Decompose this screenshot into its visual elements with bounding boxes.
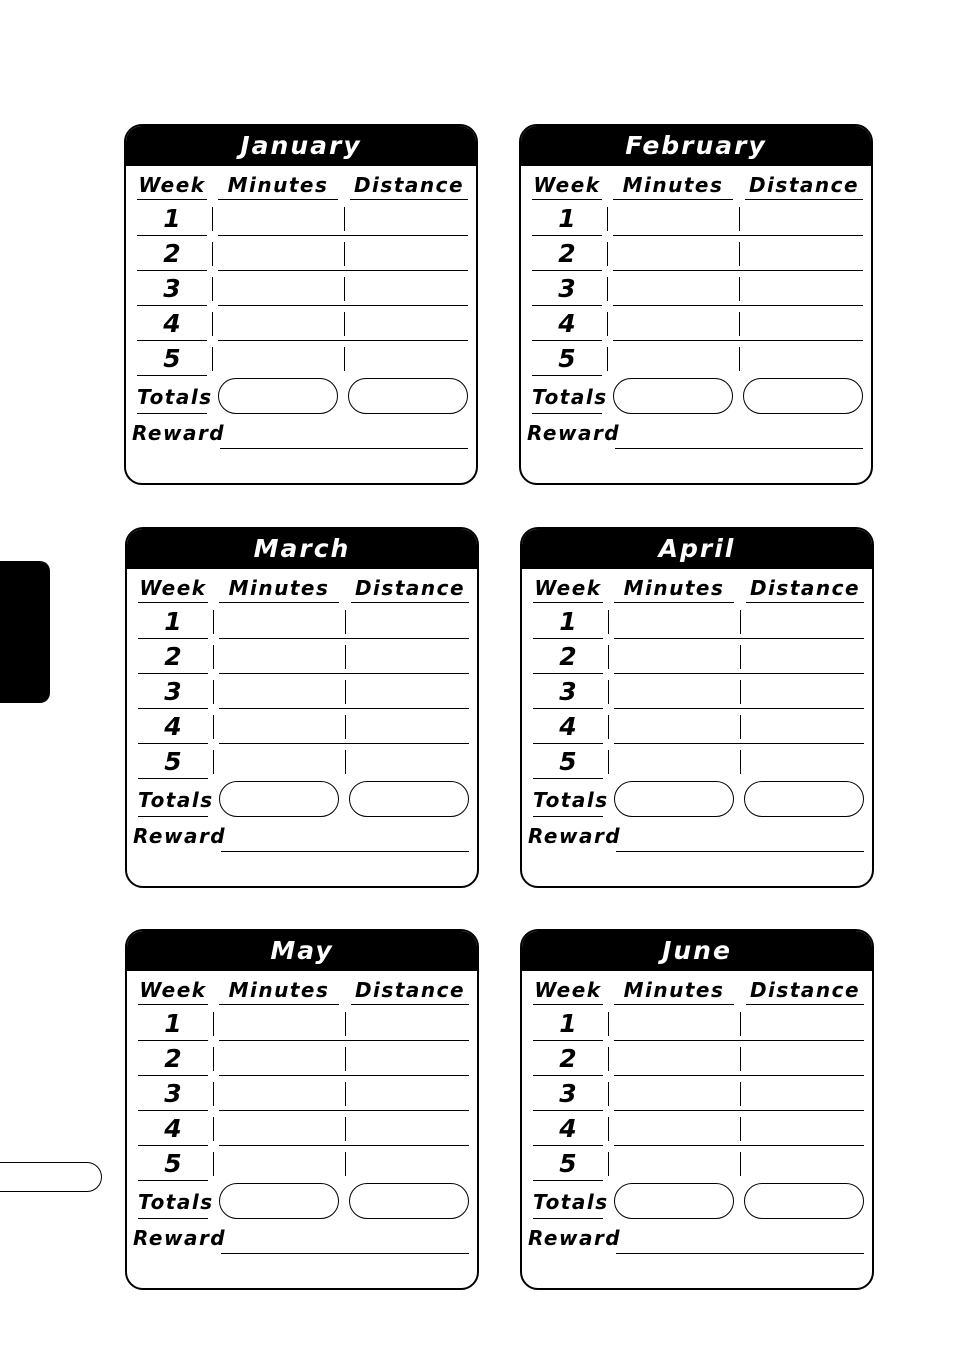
row-line: [613, 235, 863, 236]
reward-field[interactable]: [615, 448, 863, 449]
distance-entry[interactable]: [345, 1117, 346, 1141]
distance-entry[interactable]: [345, 680, 346, 704]
minutes-entry[interactable]: [212, 207, 213, 231]
distance-entry[interactable]: [740, 1047, 741, 1071]
distance-header: Distance: [745, 170, 863, 200]
minutes-entry[interactable]: [608, 1047, 609, 1071]
minutes-entry[interactable]: [607, 242, 608, 266]
row-line: [218, 270, 468, 271]
week-number: 1: [533, 605, 603, 639]
minutes-entry[interactable]: [608, 610, 609, 634]
minutes-entry[interactable]: [608, 645, 609, 669]
row-line: [614, 708, 864, 709]
minutes-entry[interactable]: [213, 1082, 214, 1106]
row-line: [218, 235, 468, 236]
reward-label: Reward: [528, 824, 622, 848]
row-line: [219, 743, 469, 744]
minutes-entry[interactable]: [212, 277, 213, 301]
week-number: 4: [138, 710, 208, 744]
minutes-header: Minutes: [613, 170, 733, 200]
row-line: [218, 340, 468, 341]
minutes-entry[interactable]: [213, 715, 214, 739]
week-number: 5: [533, 1147, 603, 1181]
distance-entry[interactable]: [345, 715, 346, 739]
distance-total-field[interactable]: [348, 378, 468, 414]
distance-entry[interactable]: [740, 1082, 741, 1106]
minutes-header: Minutes: [614, 975, 734, 1005]
week-number: 1: [138, 605, 208, 639]
week-number: 5: [532, 342, 602, 376]
reward-label: Reward: [133, 824, 227, 848]
distance-entry[interactable]: [740, 715, 741, 739]
page-number-pill: [0, 1162, 102, 1192]
totals-label: Totals: [137, 382, 207, 414]
minutes-entry[interactable]: [607, 347, 608, 371]
week-number: 3: [137, 272, 207, 306]
row-line: [219, 1040, 469, 1041]
row-line: [219, 638, 469, 639]
distance-header: Distance: [746, 573, 864, 603]
minutes-entry[interactable]: [608, 715, 609, 739]
distance-entry[interactable]: [739, 277, 740, 301]
distance-entry[interactable]: [345, 750, 346, 774]
month-title: April: [522, 529, 872, 569]
week-header: Week: [138, 573, 208, 603]
month-title: May: [127, 931, 477, 971]
row-line: [614, 1110, 864, 1111]
reward-label: Reward: [527, 421, 621, 445]
totals-label: Totals: [533, 1187, 603, 1219]
distance-entry[interactable]: [344, 347, 345, 371]
week-header: Week: [533, 975, 603, 1005]
distance-entry[interactable]: [345, 1012, 346, 1036]
reward-field[interactable]: [616, 851, 864, 852]
minutes-entry[interactable]: [213, 1152, 214, 1176]
week-number: 1: [532, 202, 602, 236]
minutes-entry[interactable]: [213, 1012, 214, 1036]
distance-entry[interactable]: [344, 207, 345, 231]
row-line: [219, 673, 469, 674]
minutes-header: Minutes: [218, 170, 338, 200]
distance-header: Distance: [351, 573, 469, 603]
distance-entry[interactable]: [344, 312, 345, 336]
row-line: [219, 1075, 469, 1076]
distance-header: Distance: [350, 170, 468, 200]
week-number: 2: [137, 237, 207, 271]
week-number: 5: [137, 342, 207, 376]
minutes-total-field[interactable]: [219, 1183, 339, 1219]
distance-entry[interactable]: [345, 610, 346, 634]
week-number: 4: [533, 710, 603, 744]
totals-label: Totals: [138, 785, 208, 817]
distance-total-field[interactable]: [744, 1183, 864, 1219]
totals-label: Totals: [532, 382, 602, 414]
month-card: [520, 929, 874, 1290]
totals-label: Totals: [138, 1187, 208, 1219]
minutes-entry[interactable]: [607, 312, 608, 336]
row-line: [614, 673, 864, 674]
month-card: [124, 124, 478, 485]
row-line: [613, 270, 863, 271]
month-title: June: [522, 931, 872, 971]
week-number: 4: [137, 307, 207, 341]
minutes-entry[interactable]: [213, 680, 214, 704]
month-title: February: [521, 126, 871, 166]
week-number: 2: [533, 640, 603, 674]
week-number: 2: [532, 237, 602, 271]
week-number: 3: [138, 675, 208, 709]
row-line: [218, 305, 468, 306]
month-card: [519, 124, 873, 485]
row-line: [219, 1145, 469, 1146]
reward-label: Reward: [133, 1226, 227, 1250]
month-card: [520, 527, 874, 888]
week-number: 5: [138, 745, 208, 779]
row-line: [219, 1110, 469, 1111]
distance-entry[interactable]: [344, 277, 345, 301]
row-line: [219, 708, 469, 709]
minutes-entry[interactable]: [212, 242, 213, 266]
minutes-entry[interactable]: [608, 1152, 609, 1176]
row-line: [614, 1040, 864, 1041]
row-line: [613, 305, 863, 306]
week-number: 4: [533, 1112, 603, 1146]
week-header: Week: [137, 170, 207, 200]
minutes-total-field[interactable]: [613, 378, 733, 414]
week-number: 2: [533, 1042, 603, 1076]
minutes-entry[interactable]: [213, 750, 214, 774]
minutes-total-field[interactable]: [614, 781, 734, 817]
row-line: [614, 743, 864, 744]
month-title: January: [126, 126, 476, 166]
distance-entry[interactable]: [740, 750, 741, 774]
section-tab: [0, 561, 50, 703]
minutes-entry[interactable]: [213, 1117, 214, 1141]
minutes-entry[interactable]: [608, 680, 609, 704]
distance-entry[interactable]: [739, 347, 740, 371]
distance-entry[interactable]: [739, 242, 740, 266]
distance-entry[interactable]: [345, 1082, 346, 1106]
distance-entry[interactable]: [345, 1152, 346, 1176]
distance-entry[interactable]: [344, 242, 345, 266]
distance-header: Distance: [351, 975, 469, 1005]
week-number: 1: [533, 1007, 603, 1041]
distance-total-field[interactable]: [349, 1183, 469, 1219]
minutes-entry[interactable]: [212, 347, 213, 371]
minutes-entry[interactable]: [607, 207, 608, 231]
minutes-entry[interactable]: [213, 610, 214, 634]
distance-entry[interactable]: [345, 645, 346, 669]
week-number: 3: [138, 1077, 208, 1111]
week-header: Week: [533, 573, 603, 603]
minutes-entry[interactable]: [607, 277, 608, 301]
week-number: 1: [138, 1007, 208, 1041]
minutes-header: Minutes: [614, 573, 734, 603]
week-number: 2: [138, 640, 208, 674]
minutes-entry[interactable]: [213, 645, 214, 669]
reward-label: Reward: [528, 1226, 622, 1250]
minutes-total-field[interactable]: [219, 781, 339, 817]
minutes-entry[interactable]: [608, 1082, 609, 1106]
minutes-total-field[interactable]: [218, 378, 338, 414]
row-line: [614, 1145, 864, 1146]
distance-total-field[interactable]: [743, 378, 863, 414]
reward-label: Reward: [132, 421, 226, 445]
week-number: 5: [138, 1147, 208, 1181]
minutes-header: Minutes: [219, 573, 339, 603]
week-number: 2: [138, 1042, 208, 1076]
distance-entry[interactable]: [740, 645, 741, 669]
minutes-entry[interactable]: [608, 1012, 609, 1036]
reward-field[interactable]: [616, 1253, 864, 1254]
distance-entry[interactable]: [739, 207, 740, 231]
week-number: 5: [533, 745, 603, 779]
distance-total-field[interactable]: [349, 781, 469, 817]
minutes-total-field[interactable]: [614, 1183, 734, 1219]
minutes-entry[interactable]: [608, 750, 609, 774]
week-header: Week: [138, 975, 208, 1005]
minutes-entry[interactable]: [608, 1117, 609, 1141]
distance-entry[interactable]: [740, 1152, 741, 1176]
reward-field[interactable]: [220, 448, 468, 449]
week-header: Week: [532, 170, 602, 200]
distance-entry[interactable]: [740, 1117, 741, 1141]
row-line: [614, 1075, 864, 1076]
distance-entry[interactable]: [345, 1047, 346, 1071]
month-card: [125, 527, 479, 888]
distance-entry[interactable]: [740, 680, 741, 704]
week-number: 3: [533, 1077, 603, 1111]
week-number: 3: [532, 272, 602, 306]
distance-total-field[interactable]: [744, 781, 864, 817]
week-number: 3: [533, 675, 603, 709]
row-line: [614, 638, 864, 639]
distance-entry[interactable]: [739, 312, 740, 336]
minutes-entry[interactable]: [213, 1047, 214, 1071]
totals-label: Totals: [533, 785, 603, 817]
minutes-header: Minutes: [219, 975, 339, 1005]
minutes-entry[interactable]: [212, 312, 213, 336]
row-line: [613, 340, 863, 341]
distance-entry[interactable]: [740, 610, 741, 634]
month-title: March: [127, 529, 477, 569]
week-number: 1: [137, 202, 207, 236]
distance-entry[interactable]: [740, 1012, 741, 1036]
month-card: [125, 929, 479, 1290]
reward-field[interactable]: [221, 851, 469, 852]
reward-field[interactable]: [221, 1253, 469, 1254]
week-number: 4: [532, 307, 602, 341]
week-number: 4: [138, 1112, 208, 1146]
distance-header: Distance: [746, 975, 864, 1005]
